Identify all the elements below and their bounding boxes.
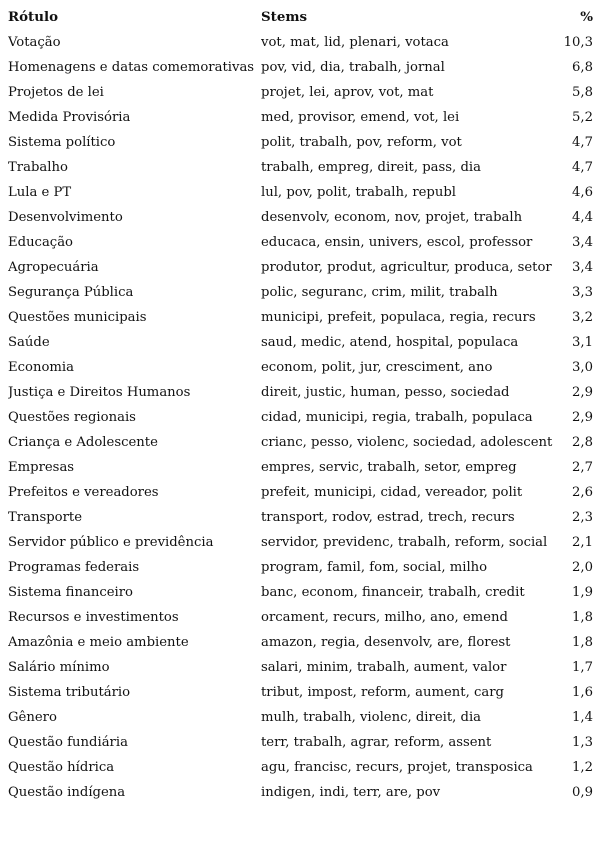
cell-stems: servidor, previdenc, trabalh, reform, social xyxy=(261,535,548,550)
table-row xyxy=(8,580,593,605)
cell-stems: polic, seguranc, crim, milit, trabalh xyxy=(261,285,498,300)
cell-rotulo: Agropecuária xyxy=(8,260,99,275)
cell-stems: educaca, ensin, univers, escol, professor xyxy=(261,235,533,250)
cell-rotulo: Questões regionais xyxy=(8,410,136,425)
cell-stems: mulh, trabalh, violenc, direit, dia xyxy=(261,710,482,725)
cell-percent: 4,7 xyxy=(572,135,593,150)
table-row xyxy=(8,30,593,55)
table-row xyxy=(8,105,593,130)
cell-rotulo: Amazônia e meio ambiente xyxy=(8,635,189,650)
cell-stems: projet, lei, aprov, vot, mat xyxy=(261,85,434,100)
cell-stems: empres, servic, trabalh, setor, empreg xyxy=(261,460,517,475)
header-stems: Stems xyxy=(261,9,308,25)
cell-percent: 1,6 xyxy=(572,685,593,700)
table-row xyxy=(8,305,593,330)
cell-stems: saud, medic, atend, hospital, populaca xyxy=(261,335,519,350)
table-row xyxy=(8,130,593,155)
table-row xyxy=(8,480,593,505)
cell-stems: salari, minim, trabalh, aument, valor xyxy=(261,660,507,675)
cell-rotulo: Questões municipais xyxy=(8,310,147,325)
cell-rotulo: Gênero xyxy=(8,710,57,725)
cell-stems: orcament, recurs, milho, ano, emend xyxy=(261,610,508,625)
cell-percent: 4,6 xyxy=(572,185,593,200)
cell-percent: 2,8 xyxy=(572,435,593,450)
cell-stems: direit, justic, human, pesso, sociedad xyxy=(261,385,510,400)
cell-rotulo: Empresas xyxy=(8,460,75,475)
table-row xyxy=(8,455,593,480)
table-row xyxy=(8,780,593,805)
cell-percent: 2,3 xyxy=(572,510,593,525)
cell-percent: 3,4 xyxy=(572,260,593,275)
header-row xyxy=(8,5,593,30)
cell-rotulo: Questão indígena xyxy=(8,785,126,800)
cell-rotulo: Sistema financeiro xyxy=(8,585,133,600)
cell-percent: 2,9 xyxy=(572,410,593,425)
table-row xyxy=(8,680,593,705)
table-row xyxy=(8,280,593,305)
cell-stems: econom, polit, jur, cresciment, ano xyxy=(261,360,493,375)
cell-stems: trabalh, empreg, direit, pass, dia xyxy=(261,160,481,175)
cell-percent: 1,7 xyxy=(572,660,593,675)
table-row xyxy=(8,505,593,530)
cell-stems: lul, pov, polit, trabalh, republ xyxy=(261,185,457,200)
cell-percent: 5,2 xyxy=(572,110,593,125)
cell-rotulo: Saúde xyxy=(8,335,50,350)
cell-percent: 4,4 xyxy=(572,210,593,225)
table-body xyxy=(8,30,593,805)
cell-percent: 10,3 xyxy=(563,35,593,50)
cell-stems: crianc, pesso, violenc, sociedad, adolescent xyxy=(261,435,553,450)
cell-percent: 2,9 xyxy=(572,385,593,400)
cell-rotulo: Sistema político xyxy=(8,135,116,150)
cell-rotulo: Votação xyxy=(8,35,61,50)
table-row xyxy=(8,155,593,180)
cell-rotulo: Questão fundiária xyxy=(8,735,128,750)
table-row xyxy=(8,755,593,780)
cell-percent: 3,2 xyxy=(572,310,593,325)
cell-stems: cidad, municipi, regia, trabalh, populaca xyxy=(261,410,533,425)
cell-percent: 1,3 xyxy=(572,735,593,750)
cell-rotulo: Transporte xyxy=(8,510,83,525)
cell-percent: 0,9 xyxy=(572,785,593,800)
cell-stems: program, famil, fom, social, milho xyxy=(261,560,488,575)
topics-table xyxy=(8,5,593,805)
cell-stems: produtor, produt, agricultur, produca, setor xyxy=(261,260,552,275)
cell-stems: transport, rodov, estrad, trech, recurs xyxy=(261,510,515,525)
cell-rotulo: Medida Provisória xyxy=(8,110,131,125)
cell-stems: indigen, indi, terr, are, pov xyxy=(261,785,441,800)
table-row xyxy=(8,705,593,730)
cell-rotulo: Salário mínimo xyxy=(8,660,110,675)
cell-percent: 3,4 xyxy=(572,235,593,250)
cell-rotulo: Projetos de lei xyxy=(8,85,104,100)
table-row xyxy=(8,230,593,255)
table-row xyxy=(8,55,593,80)
table-row xyxy=(8,205,593,230)
cell-rotulo: Servidor público e previdência xyxy=(8,535,214,550)
cell-rotulo: Desenvolvimento xyxy=(8,210,123,225)
cell-percent: 1,9 xyxy=(572,585,593,600)
cell-rotulo: Trabalho xyxy=(8,160,68,175)
table-row xyxy=(8,380,593,405)
table-row xyxy=(8,555,593,580)
table-row xyxy=(8,605,593,630)
cell-stems: agu, francisc, recurs, projet, transposica xyxy=(261,760,533,775)
table-row xyxy=(8,255,593,280)
table-row xyxy=(8,405,593,430)
cell-rotulo: Sistema tributário xyxy=(8,685,131,700)
cell-rotulo: Justiça e Direitos Humanos xyxy=(8,385,191,400)
cell-rotulo: Recursos e investimentos xyxy=(8,610,179,625)
table-header xyxy=(8,5,593,30)
cell-rotulo: Lula e PT xyxy=(8,185,72,200)
header-percent: % xyxy=(580,9,593,25)
cell-stems: municipi, prefeit, populaca, regia, recurs xyxy=(261,310,536,325)
table-row xyxy=(8,180,593,205)
cell-stems: vot, mat, lid, plenari, votaca xyxy=(261,35,449,50)
cell-stems: tribut, impost, reform, aument, carg xyxy=(261,685,504,700)
cell-percent: 2,0 xyxy=(572,560,593,575)
cell-percent: 5,8 xyxy=(572,85,593,100)
cell-rotulo: Segurança Pública xyxy=(8,285,134,300)
table-row xyxy=(8,730,593,755)
cell-stems: amazon, regia, desenvolv, are, florest xyxy=(261,635,511,650)
cell-stems: desenvolv, econom, nov, projet, trabalh xyxy=(261,210,523,225)
cell-percent: 2,1 xyxy=(572,535,593,550)
table-row xyxy=(8,330,593,355)
cell-percent: 3,0 xyxy=(572,360,593,375)
table-row xyxy=(8,630,593,655)
cell-rotulo: Educação xyxy=(8,235,73,250)
header-rotulo: Rótulo xyxy=(8,9,58,25)
cell-rotulo: Prefeitos e vereadores xyxy=(8,485,159,500)
cell-rotulo: Questão hídrica xyxy=(8,760,115,775)
cell-percent: 1,2 xyxy=(572,760,593,775)
cell-percent: 2,6 xyxy=(572,485,593,500)
table-row xyxy=(8,655,593,680)
cell-rotulo: Criança e Adolescente xyxy=(8,435,158,450)
cell-percent: 1,8 xyxy=(572,610,593,625)
cell-percent: 3,3 xyxy=(572,285,593,300)
cell-percent: 6,8 xyxy=(572,60,593,75)
cell-percent: 1,4 xyxy=(572,710,593,725)
cell-percent: 1,8 xyxy=(572,635,593,650)
table-row xyxy=(8,430,593,455)
cell-percent: 3,1 xyxy=(572,335,593,350)
cell-stems: prefeit, municipi, cidad, vereador, polit xyxy=(261,485,523,500)
table-row xyxy=(8,530,593,555)
cell-rotulo: Economia xyxy=(8,360,74,375)
cell-stems: polit, trabalh, pov, reform, vot xyxy=(261,135,462,150)
cell-percent: 4,7 xyxy=(572,160,593,175)
cell-percent: 2,7 xyxy=(572,460,593,475)
cell-stems: terr, trabalh, agrar, reform, assent xyxy=(261,735,492,750)
table-row xyxy=(8,355,593,380)
cell-stems: banc, econom, financeir, trabalh, credit xyxy=(261,585,525,600)
cell-rotulo: Homenagens e datas comemorativas xyxy=(8,60,255,75)
cell-stems: med, provisor, emend, vot, lei xyxy=(261,110,460,125)
cell-stems: pov, vid, dia, trabalh, jornal xyxy=(261,60,445,75)
table-row xyxy=(8,80,593,105)
cell-rotulo: Programas federais xyxy=(8,560,140,575)
